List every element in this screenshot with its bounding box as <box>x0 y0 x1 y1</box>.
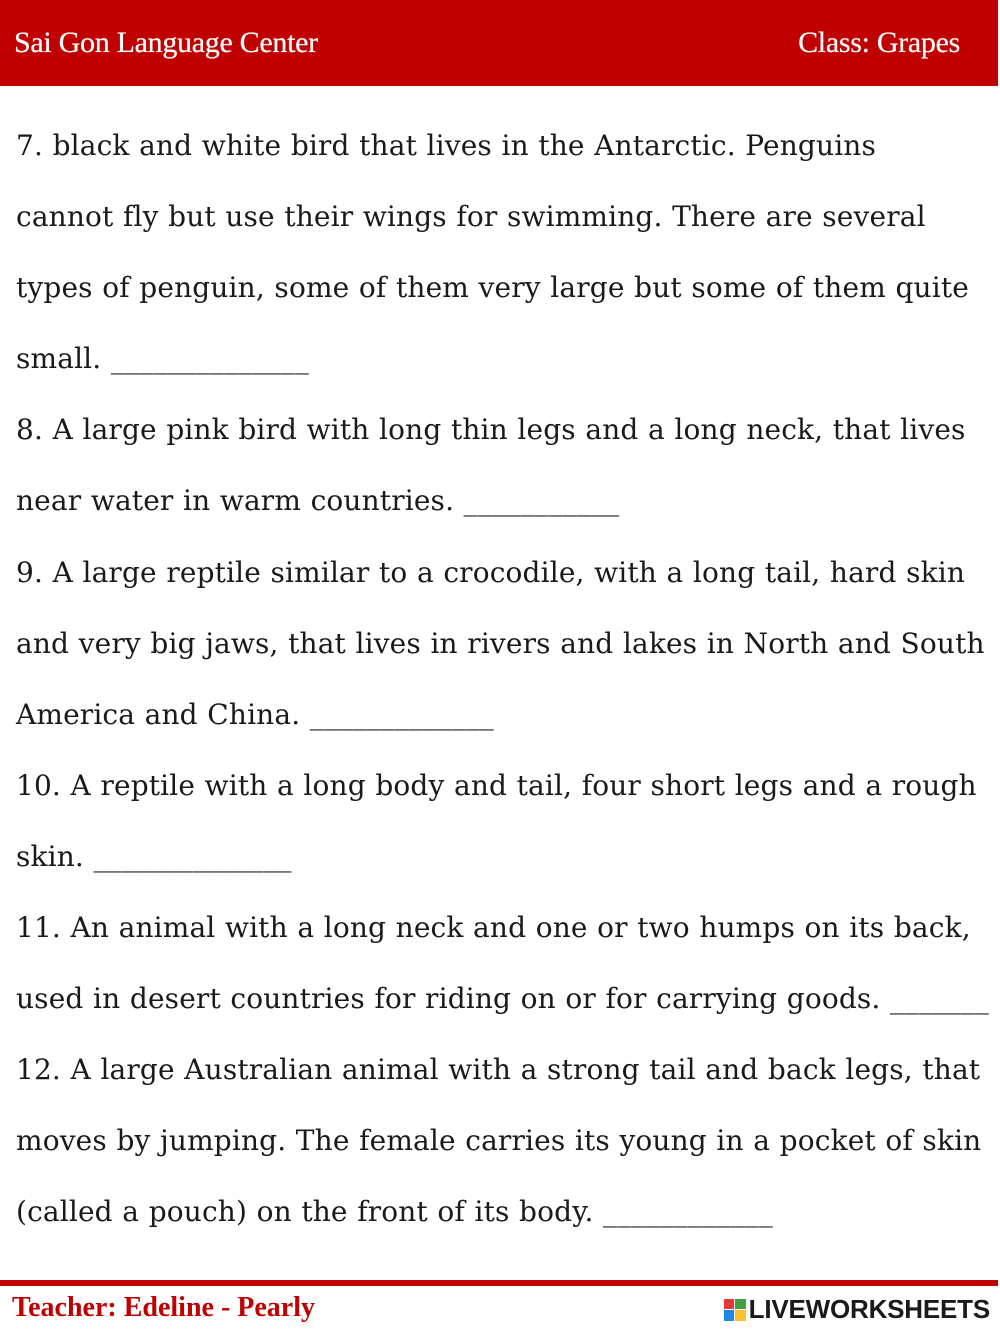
liveworksheets-logo-icon <box>724 1299 746 1321</box>
brand-badge[interactable] <box>724 1294 990 1325</box>
logo-square <box>735 1299 746 1310</box>
text-line: 12. A large Australian animal with a strong tail and back legs, that <box>16 1053 981 1087</box>
answer-line-12[interactable]: (called a pouch) on the front of its body. ____________ <box>16 1195 773 1229</box>
text-line: moves by jumping. The female carries its young in a pocket of skin <box>16 1124 982 1158</box>
text-line: cannot fly but use their wings for swimming. There are several <box>16 200 926 234</box>
worksheet-body <box>16 110 991 1248</box>
answer-line-9[interactable]: America and China. _____________ <box>16 697 494 731</box>
center-name: Sai Gon Language Center <box>14 26 318 59</box>
answer-line-10[interactable]: skin. ______________ <box>16 839 292 873</box>
text-line: and very big jaws, that lives in rivers and lakes in North and South <box>16 626 985 660</box>
text-line: 11. An animal with a long neck and one or two humps on its back, <box>16 911 971 945</box>
text-line: 8. A large pink bird with long thin legs and a long neck, that lives <box>16 413 966 447</box>
logo-square <box>724 1310 735 1321</box>
text-line: 10. A reptile with a long body and tail, four short legs and a rough <box>16 768 977 802</box>
text-line: 7. black and white bird that lives in the Antarctic. Penguins <box>16 129 877 162</box>
answer-line-11[interactable]: used in desert countries for riding on or for carrying goods. _______ <box>16 982 990 1016</box>
header-bar <box>0 0 998 86</box>
logo-square <box>735 1310 746 1321</box>
answer-line-7[interactable]: small. ______________ <box>16 342 309 376</box>
text-line: types of penguin, some of them very large but some of them quite <box>16 271 969 305</box>
text-line: 9. A large reptile similar to a crocodile, with a long tail, hard skin <box>16 555 965 589</box>
footer-divider <box>0 1280 998 1286</box>
class-label: Class: Grapes <box>798 26 960 59</box>
logo-square <box>724 1299 735 1310</box>
brand-name: LIVEWORKSHEETS <box>748 1294 990 1324</box>
answer-line-8[interactable]: near water in warm countries. ___________ <box>16 484 620 518</box>
teacher-name: Teacher: Edeline - Pearly <box>12 1292 316 1323</box>
